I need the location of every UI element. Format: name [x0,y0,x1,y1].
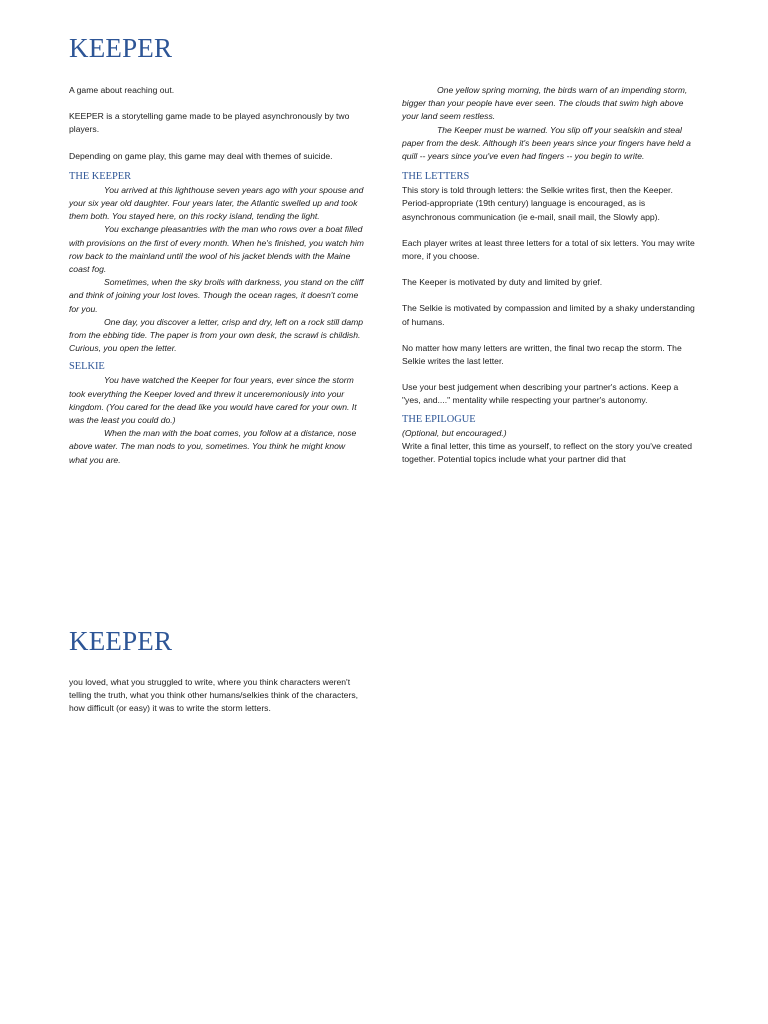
keeper-paragraph: One day, you discover a letter, crisp and dry, left on a rock still damp from the ebbing tide. The paper is from your own desk, the scrawl is childish. Curious, you open the letter. [69,316,364,354]
section-heading-the-keeper: THE KEEPER [69,170,132,182]
page-title: KEEPER [69,33,173,63]
letters-paragraph: The Selkie is motivated by compassion and limited by a shaky understanding of humans. [402,303,695,327]
right-column [402,84,698,466]
story-paragraph: The Keeper must be warned. You slip off your sealskin and steal paper from the desk. Although it's been years since your fingers have held a quill -- years since you've even had fingers -- you begin to write. [402,124,691,162]
letters-paragraph: Use your best judgement when describing your partner's actions. Keep a "yes, and...." mentality while respecting your partner's autonomy. [402,382,679,406]
content-warning: Depending on game play, this game may deal with themes of suicide. [69,150,333,161]
continuation-column [69,676,365,716]
letters-paragraph: No matter how many letters are written, the final two recap the storm. The Selkie writes the last letter. [402,342,682,367]
section-heading-the-epilogue: THE EPILOGUE [402,413,476,425]
selkie-paragraph: When the man with the boat comes, you follow at a distance, nose above water. The man nods to you, sometimes. You think he might know what you are. [69,428,357,465]
letters-paragraph: Each player writes at least three letters for a total of six letters. You may write more, if you choose. [402,237,695,262]
letters-paragraph: This story is told through letters: the Selkie writes first, then the Keeper. Period-appropriate (19th century) language is encouraged, as is asynchronous communication (ie e-mail, snail mail, the Slowly app). [402,185,673,222]
epilogue-continuation: you loved, what you struggled to write, where you think characters weren't telling the truth, what you think other humans/selkies think of the characters, how difficult (or easy) it was to write the storm letters. [69,677,358,714]
intro-tagline: A game about reaching out. [69,85,175,95]
section-heading-selkie: SELKIE [69,361,105,373]
story-paragraph: One yellow spring morning, the birds warn of an impending storm, bigger than your people have ever seen. The clouds that swim high above your land seem restless. [402,85,688,122]
letters-paragraph: The Keeper is motivated by duty and limited by grief. [402,277,603,288]
page-two [0,560,768,1024]
left-column [69,84,365,467]
page-title: KEEPER [69,626,173,656]
keeper-paragraph: You exchange pleasantries with the man who rows over a boat filled with provisions on the first of every month. When he's finished, you watch him row back to the mainland until the wool of his jacket blends with the Maine coast fog. [69,224,364,275]
keeper-paragraph: Sometimes, when the sky broils with darkness, you stand on the cliff and think of joining your lost loves. Though the ocean rages, it doesn't come for you. [69,277,364,314]
selkie-paragraph: You have watched the Keeper for four years, ever since the storm took everything the Keeper loved and threw it unceremoniously into your kingdom. (You cared for the dead like you would have cared for your own. It was the least you could do.) [69,375,357,426]
keeper-paragraph: You arrived at this lighthouse seven years ago with your spouse and your six year old daughter. Four years later, the Atlantic swelled up and took them both. You stayed here, on this rocky island, tending the light. [69,184,364,222]
epilogue-note: (Optional, but encouraged.) [402,427,507,438]
intro-description: KEEPER is a storytelling game made to be played asynchronously by two players. [69,111,350,135]
section-heading-the-letters: THE LETTERS [402,171,470,183]
epilogue-paragraph: Write a final letter, this time as yourself, to reflect on the story you've created together. Potential topics include what your partner did that [402,440,692,465]
